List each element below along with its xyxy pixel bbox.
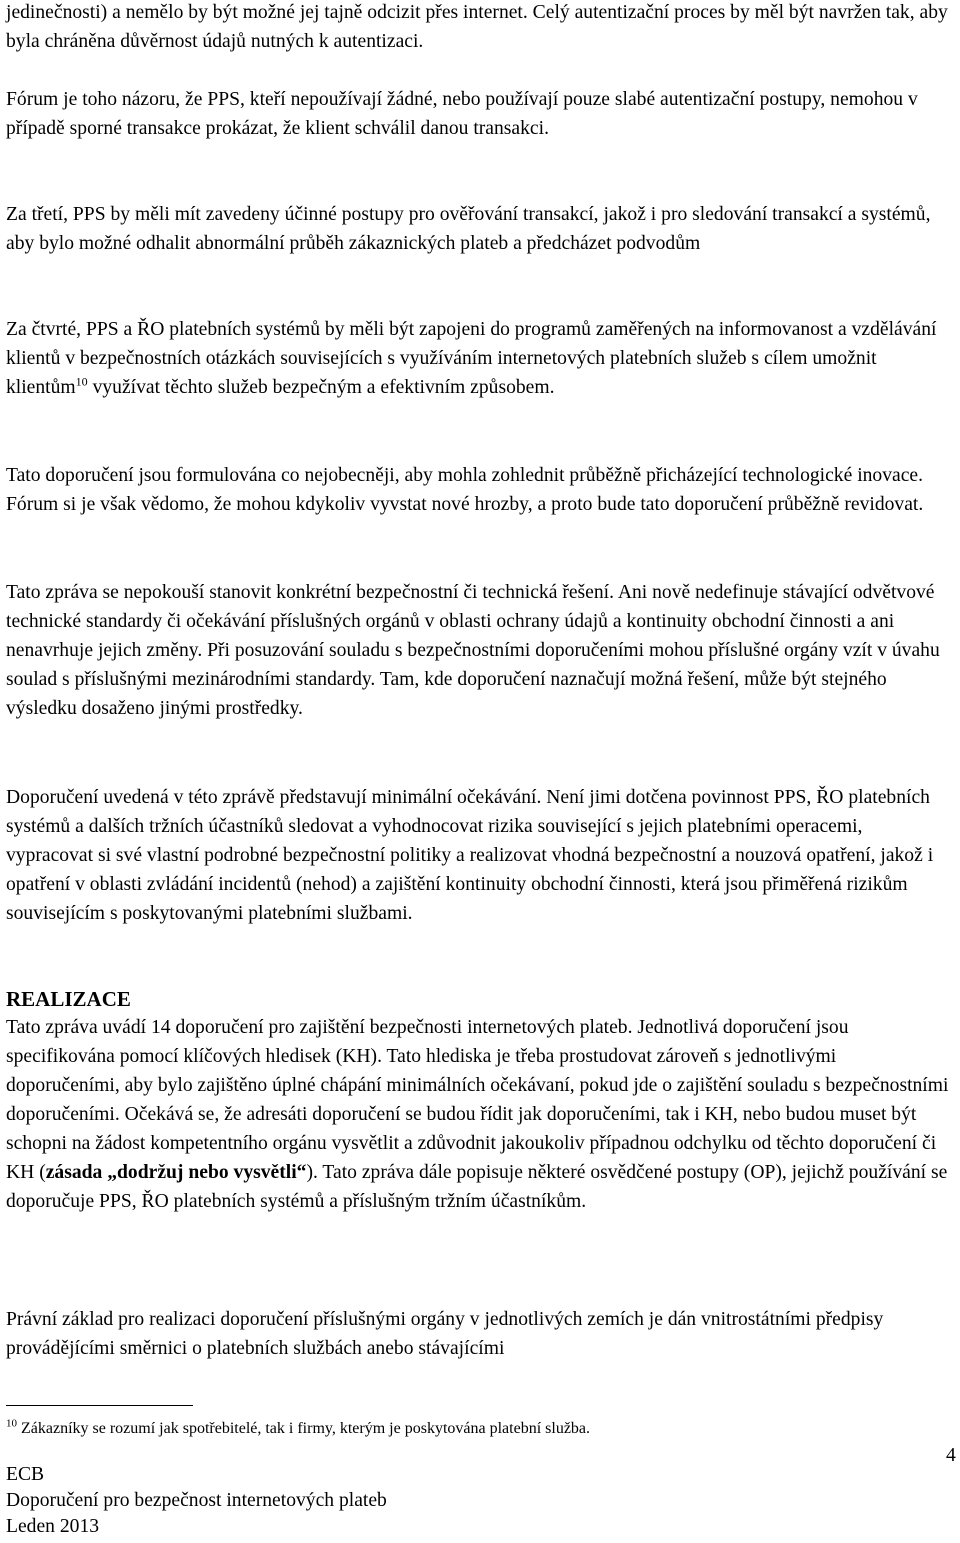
footer-title: Doporučení pro bezpečnost internetových plateb: [6, 1490, 387, 1511]
paragraph-fourth: [6, 315, 950, 402]
footnote-marker: 10: [6, 1417, 17, 1430]
paragraph-forum-opinion: Fórum je toho názoru, že PPS, kteří nepoužívají žádné, nebo používají pouze slabé autentizační postupy, nemohou v případě sporné transakce prokázat, že klient schválil danou transakci.: [6, 89, 918, 139]
paragraph-no-technical-solutions: Tato zpráva se nepokouší stanovit konkrétní bezpečnostní či technická řešení. Ani nově nedefinuje stávající odvětvové technické standardy či očekávání příslušných orgánů v oblasti ochrany údajů a kontinuity obchodní činnosti a ani nenavrhuje jejich změny. Při posuzování souladu s bezpečnostními doporučeními mohou příslušné orgány vzít v úvahu soulad s příslušnými mezinárodními standardy. Tam, kde doporučení naznačují možná řešení, může být stejného výsledku dosaženo jinými prostředky.: [6, 582, 940, 719]
footnote: [6, 1418, 590, 1440]
page-footer: [6, 1462, 387, 1540]
paragraph-fourth-text-before: Za čtvrté, PPS a ŘO platebních systémů by měli být zapojeni do programů zaměřených na informovanost a vzdělávání klientů v bezpečnostních otázkách souvisejících s využíváním internetových platebních služeb s cílem umožnit klientům: [6, 319, 937, 398]
paragraph-third: Za třetí, PPS by měli mít zavedeny účinné postupy pro ověřování transakcí, jakož i pro sledování transakcí a systémů, aby bylo možné odhalit abnormální průběh zákaznických plateb a předcházet podvodům: [6, 204, 931, 254]
footer-org: ECB: [6, 1464, 45, 1485]
paragraph-recommendations-general: Tato doporučení jsou formulována co nejobecněji, aby mohla zohlednit průběžně přicházející technologické inovace. Fórum si je však vědomo, že mohou kdykoliv vyvstat nové hrozby, a proto bude tato doporučení průběžně revidovat.: [6, 465, 924, 515]
paragraph-authentication-process: jedinečnosti) a nemělo by být možné jej tajně odcizit přes internet. Celý autentizační proces by měl být navržen tak, aby byla chráněna důvěrnost údajů nutných k autentizaci.: [6, 2, 948, 52]
section-heading-realizace: REALIZACE: [6, 987, 131, 1011]
paragraph-implementation-text-after: ). Tato zpráva dále popisuje některé osvědčené postupy (OP), jejichž používání se doporučuje PPS, ŘO platebních systémů a příslušným tržním účastníkům.: [6, 1162, 948, 1212]
paragraph-legal-basis: Právní základ pro realizaci doporučení příslušnými orgány v jednotlivých zemích je dán vnitrostátními předpisy provádějícími směrnici o platebních službách anebo stávajícími: [6, 1309, 884, 1359]
paragraph-implementation: [6, 1013, 950, 1216]
footnote-separator: [6, 1405, 193, 1406]
footnote-text: Zákazníky se rozumí jak spotřebitelé, tak i firmy, kterým je poskytována platební služba.: [17, 1420, 591, 1437]
footer-date: Leden 2013: [6, 1516, 100, 1537]
page-number: 4: [946, 1445, 956, 1466]
paragraph-implementation-text-before: Tato zpráva uvádí 14 doporučení pro zajištění bezpečnosti internetových plateb. Jednotlivá doporučení jsou specifikována pomocí klíčových hledisek (KH). Tato hlediska je třeba prostudovat zároveň s jednotlivými doporučeními, aby bylo zajištěno úplné chápání minimálních očekávaní, pokud jde o zajištění souladu s bezpečnostními doporučeními. Očekává se, že adresáti doporučení se budou řídit jak doporučeními, tak i KH, nebo budou muset být schopni na žádost kompetentního orgánu vysvětlit a zdůvodnit jakoukoliv případnou odchylku od těchto doporučení či KH (: [6, 1017, 949, 1183]
comply-or-explain-principle: zásada „dodržuj nebo vysvětli“: [45, 1162, 307, 1183]
footnote-reference: 10: [75, 374, 88, 389]
paragraph-fourth-text-after: využívat těchto služeb bezpečným a efektivním způsobem.: [87, 377, 555, 398]
paragraph-minimum-expectations: Doporučení uvedená v této zprávě představují minimální očekávání. Není jimi dotčena povinnost PPS, ŘO platebních systémů a dalších tržních účastníků sledovat a vyhodnocovat rizika související s jejich platebními operacemi, vypracovat si své vlastní podrobné bezpečnostní politiky a realizovat vhodná bezpečnostní a nouzová opatření, jakož i opatření v oblasti zvládání incidentů (nehod) a zajištění kontinuity obchodní činnosti, která jsou přiměřená rizikům souvisejícím s poskytovanými platebními službami.: [6, 787, 934, 924]
